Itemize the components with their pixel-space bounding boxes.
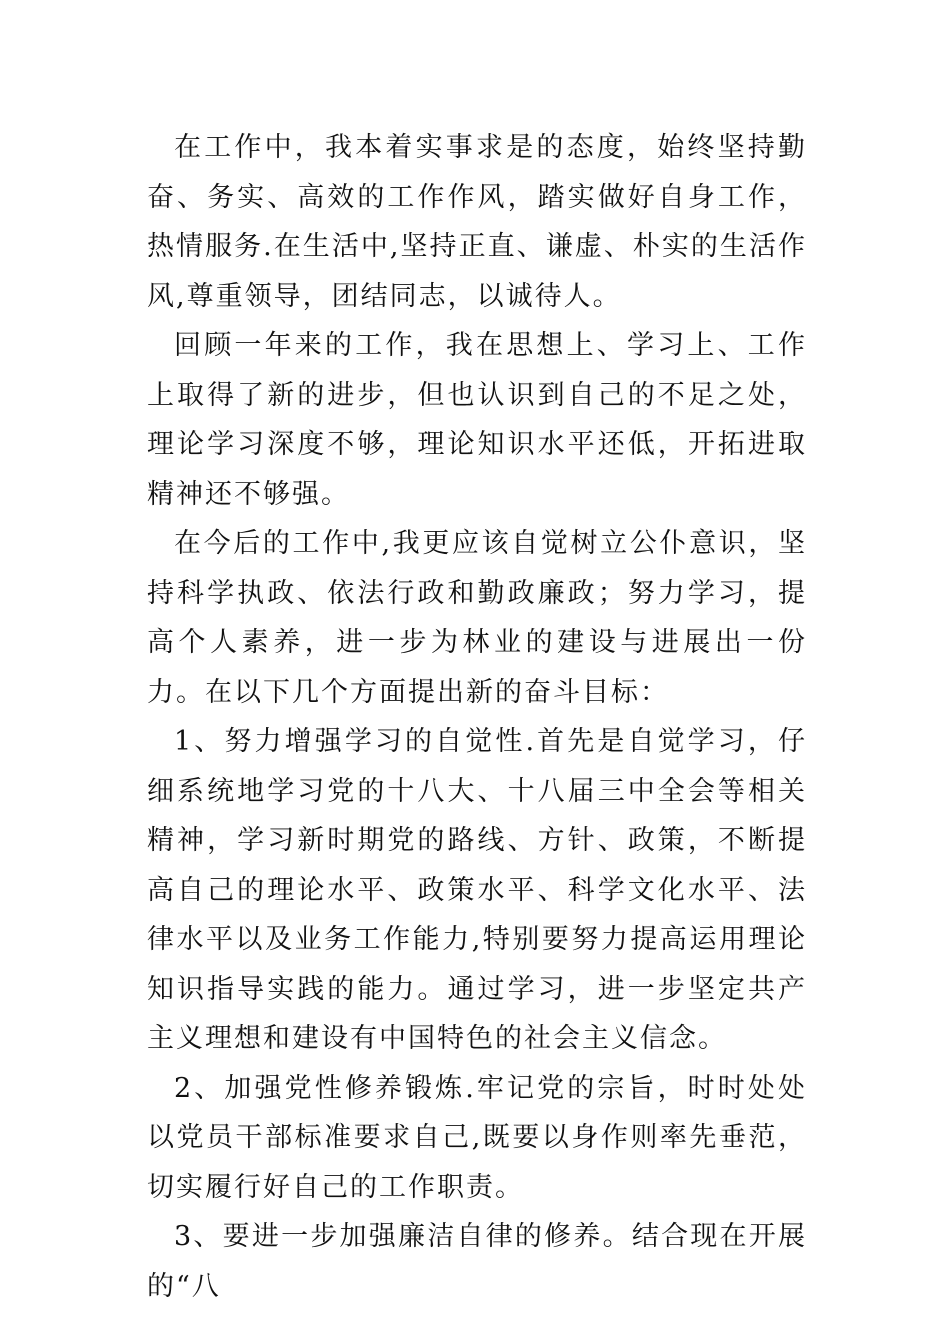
paragraph-year-review: 回顾一年来的工作，我在思想上、学习上、工作上取得了新的进步，但也认识到自己的不足之处，理论学习深度不够，理论知识水平还低，开拓进取精神还不够强。 bbox=[147, 330, 807, 510]
paragraph-work-attitude: 在工作中，我本着实事求是的态度，始终坚持勤奋、务实、高效的工作作风，踏实做好自身工作，热情服务.在生活中,坚持正直、谦虚、朴实的生活作风,尊重领导，团结同志，以诚待人。 bbox=[147, 132, 807, 312]
document-body bbox=[147, 123, 807, 1311]
paragraph-future-goals: 在今后的工作中,我更应该自觉树立公仆意识，坚持科学执政、依法行政和勤政廉政；努力学习，提高个人素养，进一步为林业的建设与进展出一份力。在以下几个方面提出新的奋斗目标： bbox=[147, 528, 807, 708]
paragraph-goal-3-integrity: 3、要进一步加强廉洁自律的修养。结合现在开展的“八 bbox=[147, 1221, 807, 1302]
paragraph-goal-1-study: 1、努力增强学习的自觉性.首先是自觉学习，仔细系统地学习党的十八大、十八届三中全会等相关精神，学习新时期党的路线、方针、政策，不断提高自己的理论水平、政策水平、科学文化水平、法律水平以及业务工作能力,特别要努力提高运用理论知识指导实践的能力。通过学习，进一步坚定共产主义理想和建设有中国特色的社会主义信念。 bbox=[147, 726, 807, 1054]
paragraph-goal-2-party-spirit: 2、加强党性修养锻炼.牢记党的宗旨，时时处处以党员干部标准要求自己,既要以身作则率先垂范，切实履行好自己的工作职责。 bbox=[147, 1072, 807, 1203]
